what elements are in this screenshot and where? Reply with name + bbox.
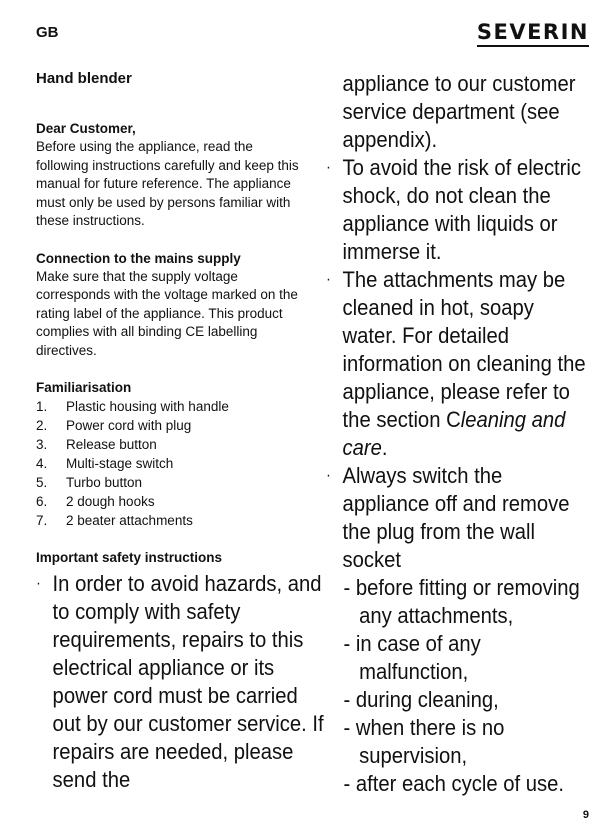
sub-item: - when there is no supervision, <box>343 715 505 768</box>
safety-heading: Important safety instructions <box>36 550 223 565</box>
safety-bullet-unplug <box>326 462 593 574</box>
list-item <box>36 454 306 473</box>
safety-bullet-repairs <box>36 570 329 794</box>
page-number: 9 <box>582 809 589 821</box>
bullet-dot: · <box>36 575 41 592</box>
bullet-text: To avoid the risk of electric shock, do not clean the appliance with liquids or immerse it. <box>342 155 582 264</box>
item-number: 6. <box>36 494 48 509</box>
sub-item: - after each cycle of use. <box>343 771 564 796</box>
language-code: GB <box>36 24 59 41</box>
item-number: 5. <box>36 475 48 490</box>
bullet-text: Always switch the appliance off and remove the plug from the wall socket <box>342 463 570 572</box>
list-item <box>36 511 306 530</box>
list-item <box>36 397 306 416</box>
bullet-dot: · <box>326 467 331 484</box>
right-column <box>326 70 593 798</box>
item-text: Release button <box>66 437 157 452</box>
list-item <box>36 492 306 511</box>
sub-item: - before fitting or removing any attachments, <box>343 575 580 628</box>
bullet-text: The attachments may be cleaned in hot, soapy water. For detailed information on cleaning the appliance, please refer to the section C <box>342 267 586 432</box>
greeting-text: Before using the appliance, read the following instructions carefully and keep this manual for future reference. The appliance must only be used by persons familiar with these instructions. <box>36 139 299 228</box>
item-text: 2 dough hooks <box>66 494 155 509</box>
document-title: Hand blender <box>36 70 132 87</box>
bullet-dot: · <box>326 271 331 288</box>
item-text: Turbo button <box>66 475 143 490</box>
connection-text: Make sure that the supply voltage corresponds with the voltage marked on the rating label of the appliance. This product complies with all binding CE labelling directives. <box>36 268 298 358</box>
bullet-text: In order to avoid hazards, and to comply with safety requirements, repairs to this electrical appliance or its power cord must be carried out by our customer service. If repairs are needed, please send the <box>52 571 324 792</box>
familiarisation-heading: Familiarisation <box>36 380 132 395</box>
left-column <box>36 70 324 794</box>
list-item <box>36 473 306 492</box>
item-number: 3. <box>36 437 48 452</box>
safety-bullet-shock <box>326 154 593 266</box>
sub-item: - during cleaning, <box>343 687 499 712</box>
item-number: 1. <box>36 399 48 414</box>
parts-list <box>36 397 306 530</box>
connection-heading: Connection to the mains supply <box>36 250 241 266</box>
section-reference: leaning and care <box>342 407 566 460</box>
sub-item: - in case of any malfunction, <box>343 631 481 684</box>
brand-logo: SEVERIN <box>477 21 589 47</box>
item-text: 2 beater attachments <box>66 513 193 528</box>
item-number: 4. <box>36 456 48 471</box>
list-item <box>36 416 306 435</box>
greeting-heading: Dear Customer, <box>36 121 136 136</box>
item-text: Plastic housing with handle <box>66 399 229 414</box>
item-number: 7. <box>36 513 48 528</box>
item-text: Multi-stage switch <box>66 456 174 471</box>
safety-bullet-cleaning <box>326 266 593 462</box>
item-text: Power cord with plug <box>66 418 192 433</box>
bullet-text-end: . <box>381 435 388 460</box>
bullet-dot: · <box>326 159 331 176</box>
continued-text: appliance to our customer service department (see appendix). <box>342 71 576 152</box>
item-number: 2. <box>36 418 48 433</box>
list-item <box>36 435 306 454</box>
